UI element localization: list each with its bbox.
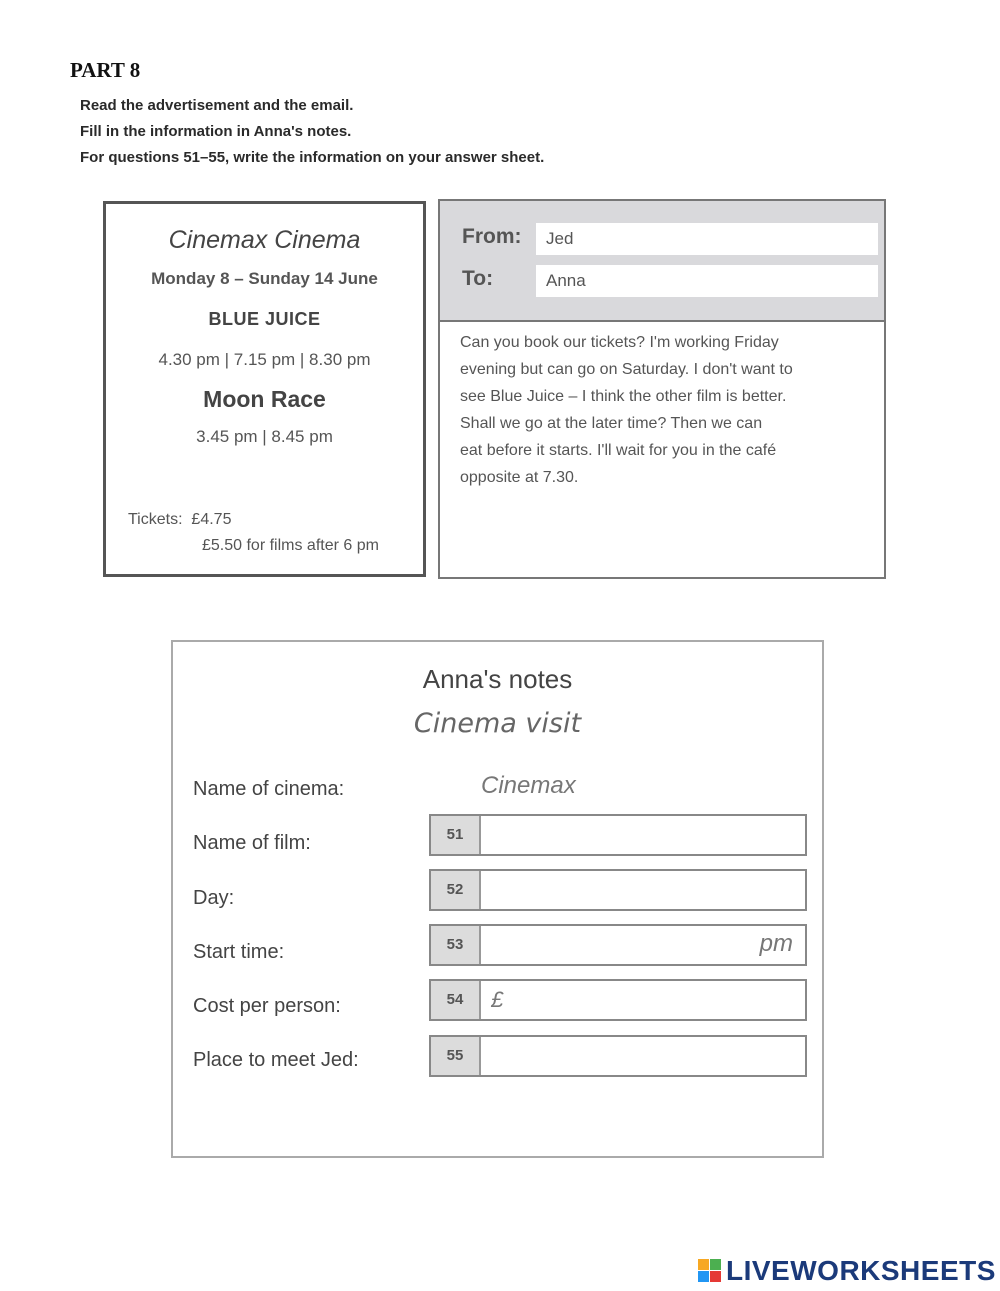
instructions [80,93,544,171]
label-cinema-name: Name of cinema: [193,778,345,800]
ad-dates: Monday 8 – Sunday 14 June [151,269,378,288]
ad-film-1-times: 4.30 pm | 7.15 pm | 8.30 pm [158,350,371,369]
email-body-line: evening but can go on Saturday. I don't want to [460,361,793,378]
label-meeting-place: Place to meet Jed: [193,1049,359,1071]
question-number: 52 [431,871,481,909]
question-number: 51 [431,816,481,854]
email [438,199,886,579]
tickets-price: £4.75 [191,511,232,528]
ad-film-2-title: Moon Race [203,386,326,412]
ad-tickets [128,507,379,559]
question-number: 54 [431,981,481,1019]
example-value-cinema: Cinemax [481,772,576,799]
notes-title: Anna's notes [422,664,573,694]
question-number: 53 [431,926,481,964]
instruction-line: Read the advertisement and the email. [80,97,354,114]
email-from-field: Jed [536,223,878,255]
answer-box-55 [429,1035,807,1077]
cinema-advertisement [103,201,426,577]
email-body-line: see Blue Juice – I think the other film is better. [460,388,787,405]
question-number: 55 [431,1037,481,1075]
email-header [440,201,884,322]
brand-name: LIVEWORKSHEETS [726,1255,996,1286]
ad-film-2-times: 3.45 pm | 8.45 pm [196,427,333,446]
ad-cinema-name: Cinemax Cinema [168,226,361,254]
instruction-line: Fill in the information in Anna's notes. [80,123,352,140]
annas-notes [171,640,824,1158]
answer-box-53 [429,924,807,966]
notes-subtitle: Cinema visit [413,708,582,739]
email-to-field: Anna [536,265,878,297]
logo-icon [698,1259,722,1283]
answer-box-51 [429,814,807,856]
answer-input-54[interactable] [515,983,805,1019]
answer-input-52[interactable] [483,873,805,909]
instruction-line: For questions 51–55, write the information on your answer sheet. [80,149,545,166]
pound-prefix: £ [491,987,504,1012]
email-to-label: To: [462,267,494,290]
part-title: PART 8 [70,58,141,82]
label-day: Day: [193,887,235,909]
answer-box-52 [429,869,807,911]
answer-input-51[interactable] [483,818,805,854]
email-body-line: eat before it starts. I'll wait for you in the café [460,442,777,459]
email-body [460,329,870,491]
ad-film-1-title: BLUE JUICE [208,309,321,329]
email-body-line: Can you book our tickets? I'm working Friday [460,334,779,351]
answer-box-54 [429,979,807,1021]
tickets-later-price: £5.50 for films after 6 pm [202,537,379,554]
email-body-line: Shall we go at the later time? Then we can [460,415,763,432]
answer-input-55[interactable] [483,1039,805,1075]
pm-suffix: pm [759,930,793,957]
label-film-name: Name of film: [193,832,311,854]
tickets-label: Tickets: [128,511,183,528]
label-cost: Cost per person: [193,995,341,1017]
label-start-time: Start time: [193,941,285,963]
email-body-line: opposite at 7.30. [460,469,579,486]
answer-input-53[interactable] [483,928,805,964]
email-from-label: From: [462,225,522,248]
